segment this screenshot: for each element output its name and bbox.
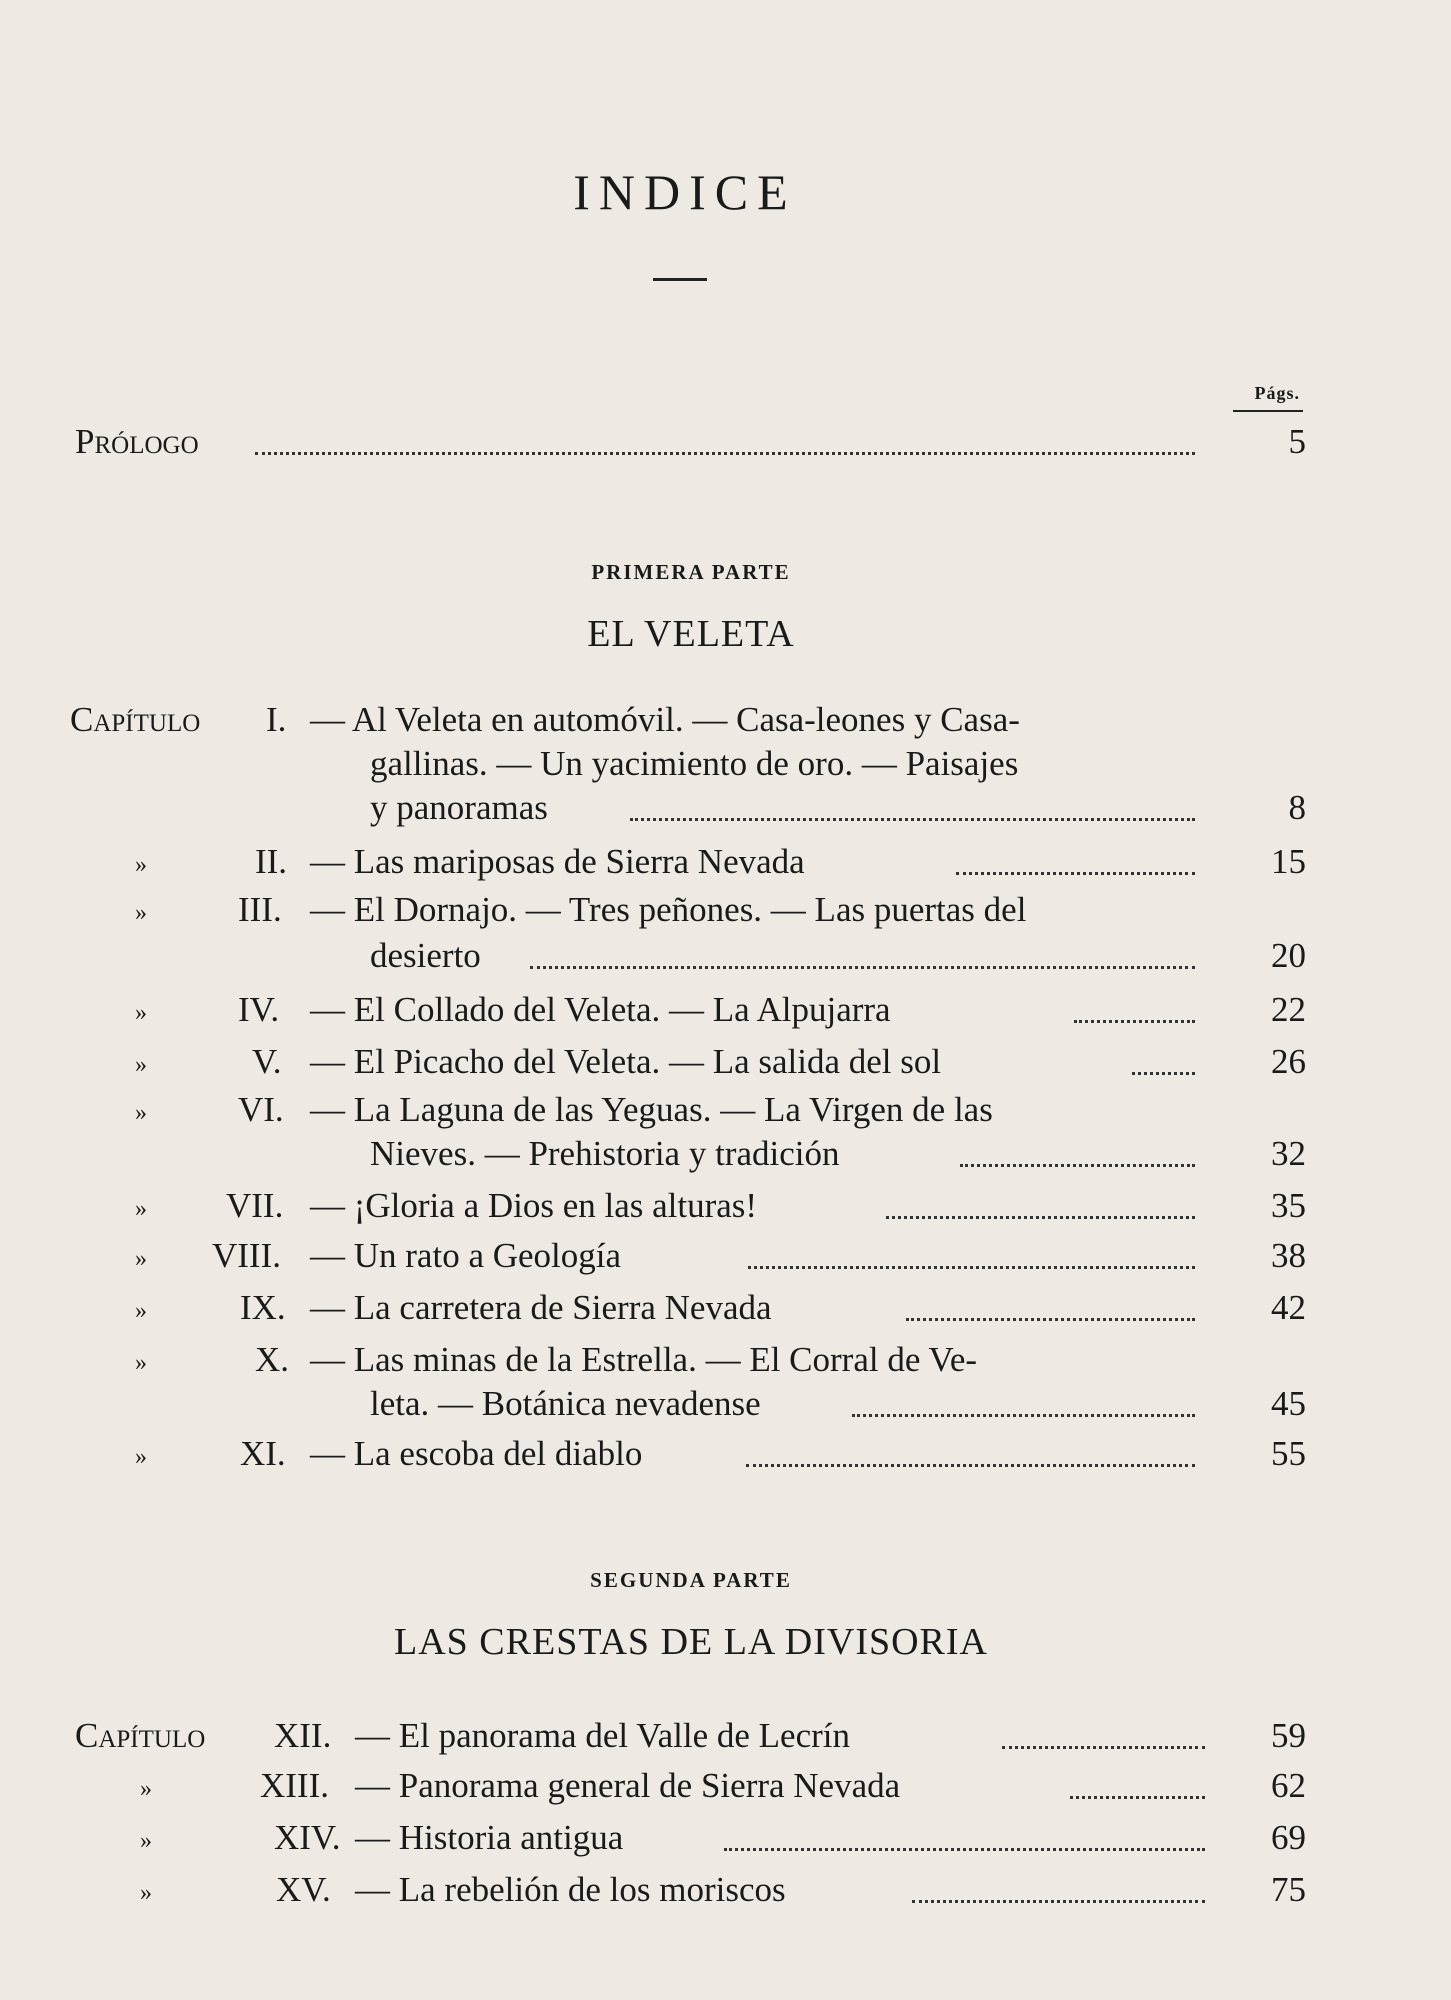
chapter-title-line: Nieves. — Prehistoria y tradición xyxy=(370,1134,840,1173)
dot-leader xyxy=(852,1414,1195,1417)
chapter-page: 20 xyxy=(1271,936,1306,975)
chapter-page: 26 xyxy=(1271,1042,1306,1081)
dot-leader xyxy=(906,1318,1195,1321)
chapter-title-line: — ¡Gloria a Dios en las alturas! xyxy=(310,1186,758,1225)
part2-label: SEGUNDA PARTE xyxy=(590,1568,792,1592)
chapter-page: 62 xyxy=(1271,1766,1306,1805)
dot-leader xyxy=(960,1164,1195,1167)
dot-leader xyxy=(1132,1072,1195,1075)
chapter-number: V. xyxy=(252,1042,282,1081)
chapter-number: VI. xyxy=(238,1090,284,1129)
chapter-number: XV. xyxy=(276,1870,331,1909)
chapter-number: XI. xyxy=(240,1434,286,1473)
part2-title: LAS CRESTAS DE LA DIVISORIA xyxy=(394,1621,988,1663)
chapter-number: II. xyxy=(255,842,288,881)
title-rule xyxy=(653,278,707,281)
pages-column-rule xyxy=(1233,410,1303,412)
chapter-title-line: — El Collado del Veleta. — La Alpujarra xyxy=(310,990,891,1029)
chapter-title-line: — La escoba del diablo xyxy=(310,1434,643,1473)
chapter-title-line: — Las minas de la Estrella. — El Corral de Ve- xyxy=(310,1340,978,1379)
ditto-mark: » xyxy=(135,900,147,926)
chapter-page: 69 xyxy=(1271,1818,1306,1857)
ditto-mark: » xyxy=(140,1828,152,1854)
ditto-mark: » xyxy=(140,1880,152,1906)
ditto-mark: » xyxy=(135,1246,147,1272)
prologue-page: 5 xyxy=(1288,422,1306,461)
chapter-number: I. xyxy=(266,700,287,739)
ditto-mark: » xyxy=(135,1444,147,1470)
chapter-number: VII. xyxy=(226,1186,284,1225)
chapter-title-line: — La Laguna de las Yeguas. — La Virgen de las xyxy=(310,1090,993,1129)
chapter-number: III. xyxy=(238,890,282,929)
ditto-mark: » xyxy=(135,1196,147,1222)
chapter-number: XIV. xyxy=(274,1818,341,1857)
dot-leader xyxy=(724,1848,1205,1851)
chapter-number: VIII. xyxy=(212,1236,281,1275)
chapter-title-line: — El panorama del Valle de Lecrín xyxy=(355,1716,850,1755)
dot-leader xyxy=(956,872,1195,875)
chapter-title-line: desierto xyxy=(370,936,481,975)
ditto-mark: » xyxy=(135,852,147,878)
chapter-title-line: — Panorama general de Sierra Nevada xyxy=(355,1766,901,1805)
chapter-number: XII. xyxy=(274,1716,332,1755)
ditto-mark: » xyxy=(135,1000,147,1026)
dot-leader xyxy=(1002,1746,1205,1749)
chapter-number: XIII. xyxy=(260,1766,329,1805)
chapter-title-line: — La carretera de Sierra Nevada xyxy=(310,1288,772,1327)
chapter-number: IX. xyxy=(240,1288,286,1327)
chapter-page: 42 xyxy=(1271,1288,1306,1327)
chapter-title-line: — El Picacho del Veleta. — La salida del sol xyxy=(310,1042,942,1081)
chapter-title-line: — Un rato a Geología xyxy=(310,1236,622,1275)
dot-leader xyxy=(886,1216,1195,1219)
part1-label: PRIMERA PARTE xyxy=(591,560,791,584)
dot-leader xyxy=(912,1900,1205,1903)
chapter-page: 45 xyxy=(1271,1384,1306,1423)
chapter-page: 59 xyxy=(1271,1716,1306,1755)
ditto-mark: » xyxy=(140,1776,152,1802)
chapter-number: X. xyxy=(255,1340,290,1379)
prologue-label: Prólogo xyxy=(75,422,199,461)
chapter-word: Capítulo xyxy=(70,700,201,739)
pages-column-label: Págs. xyxy=(1254,383,1300,403)
chapter-page: 22 xyxy=(1271,990,1306,1029)
dot-leader xyxy=(746,1464,1195,1467)
chapter-page: 55 xyxy=(1271,1434,1306,1473)
ditto-mark: » xyxy=(135,1052,147,1078)
chapter-title-line: — Las mariposas de Sierra Nevada xyxy=(310,842,805,881)
chapter-title-line: — El Dornajo. — Tres peñones. — Las puertas del xyxy=(310,890,1027,929)
chapter-number: IV. xyxy=(238,990,280,1029)
chapter-page: 35 xyxy=(1271,1186,1306,1225)
dot-leader xyxy=(255,452,1195,455)
dot-leader xyxy=(630,818,1195,821)
chapter-page: 8 xyxy=(1288,788,1306,827)
chapter-title-line: — La rebelión de los moriscos xyxy=(355,1870,786,1909)
chapter-page: 75 xyxy=(1271,1870,1306,1909)
chapter-title-line: — Historia antigua xyxy=(355,1818,624,1857)
chapter-word: Capítulo xyxy=(75,1716,206,1755)
dot-leader xyxy=(530,966,1195,969)
dot-leader xyxy=(1070,1796,1205,1799)
chapter-page: 32 xyxy=(1271,1134,1306,1173)
ditto-mark: » xyxy=(135,1350,147,1376)
part1-title: EL VELETA xyxy=(587,613,795,655)
page-title: INDICE xyxy=(573,164,797,220)
chapter-page: 38 xyxy=(1271,1236,1306,1275)
chapter-title-line: — Al Veleta en automóvil. — Casa-leones y Casa- xyxy=(310,700,1020,739)
chapter-title-line: leta. — Botánica nevadense xyxy=(370,1384,761,1423)
chapter-title-line: y panoramas xyxy=(370,788,548,827)
chapter-page: 15 xyxy=(1271,842,1306,881)
chapter-title-line: gallinas. — Un yacimiento de oro. — Paisajes xyxy=(370,744,1019,783)
ditto-mark: » xyxy=(135,1100,147,1126)
ditto-mark: » xyxy=(135,1298,147,1324)
dot-leader xyxy=(748,1266,1195,1269)
dot-leader xyxy=(1074,1020,1195,1023)
